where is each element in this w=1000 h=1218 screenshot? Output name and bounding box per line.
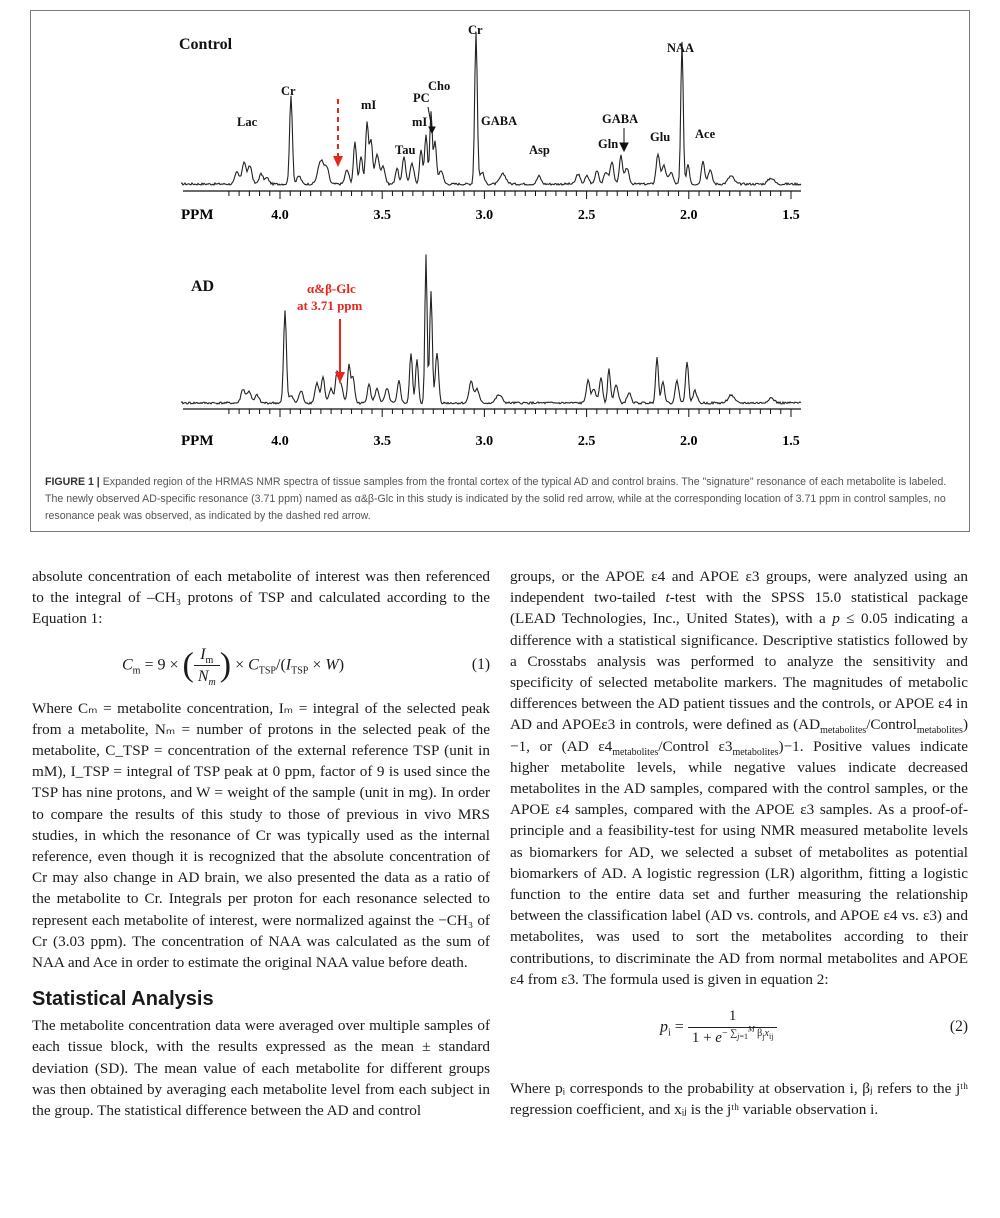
peak-label-asp: Asp <box>529 143 550 157</box>
right-paragraph-2: Where pᵢ corresponds to the probability at observation i, βⱼ refers to the jᵗʰ regression coefficient, and xᵢⱼ is the jᵗʰ variable observation i. <box>510 1080 968 1119</box>
axis-tick-label: 2.0 <box>680 434 698 449</box>
nmr-spectra-figure <box>31 11 969 471</box>
axis-label-ppm: PPM <box>181 207 214 223</box>
equation-1-number: (1) <box>471 655 490 673</box>
panel-label-control: Control <box>179 36 233 53</box>
figure-caption <box>45 474 953 525</box>
control-ppm-axis <box>181 191 801 223</box>
ad-annotation-line1: α&β-Glc <box>307 281 356 296</box>
peak-label-pc: PC <box>413 91 430 105</box>
axis-tick-label: 2.0 <box>680 208 698 223</box>
left-paragraph-1: absolute concentration of each metabolite of interest was then referenced to the integral of –CH₃ protons of TSP and calculated according to the Equation 1: <box>32 568 490 628</box>
axis-tick-label: 1.5 <box>782 434 800 449</box>
peak-label-gln: Gln <box>598 137 619 151</box>
caption-text: Expanded region of the HRMAS NMR spectra of tissue samples from the frontal cortex of the typical AD and control brains. The "signature" resonance of each metabolite is labeled. The newly observed AD-specific resonance (3.71 ppm) named as α&β-Glc in this study is indicated by the solid red arrow, while at the corresponding location of 3.71 ppm in control samples, no resonance peak was observed, as indicated by the dashed red arrow. <box>45 476 947 522</box>
peak-label-cho: Cho <box>428 79 451 93</box>
equation-1-body: $C_m = 9$ × ( $\frac{I_m}{N_m}$ ) × $C_{TSP}/(I_{TSP} \times W)$ <box>122 645 345 688</box>
right-paragraph-1: groups, or the APOE ε4 and APOE ε3 groups, were analyzed using an independent two-tailed t-test with the SPSS 15.0 statistical package (LEAD Technologies, Inc., United States), with a p ≤ 0.05 indicating a difference with a statistical significance. Descriptive statistics followed by a Crosstabs analysis was performed to analyze the sensitivity and specificity of selected metabolite markers. The magnitudes of metabolic differences between the AD patient tissues and the controls, or APOE ε4 in AD and APOEε3 in controls, were defined as $(AD_{metabolites}/Control_{metabolites})-1$, or (AD $\varepsilon 4_{metabolites}$/Control $\varepsilon 3_{metabolites})-1$. Positive values indicate higher metabolite levels, while negative values indicate decreased metabolites in the AD samples, compared with the control samples, or the APOE ε4 samples, compared with the APOE ε3 samples. As a proof-of-principle and a feasibility-test for using NMR measured metabolite levels as biomarkers for AD, we selected a subset of metabolites as potential biomarkers of AD. A logistic regression (LR) algorithm, fitting a logistic function to the entire data set and further measuring the relationship between the classification label (AD vs. controls, and APOE ε4 vs. ε3) and metabolites, was used to sort the metabolites according to their contributions, to discriminate the AD from normal metabolites and APOE ε4 from ε3. The formula used is given in equation 2: <box>510 568 968 988</box>
axis-tick-label: 3.5 <box>373 434 391 449</box>
peak-label-tau: Tau <box>395 143 416 157</box>
axis-tick-label: 3.0 <box>475 208 494 223</box>
right-column <box>510 566 968 1120</box>
peak-label-cr-1: Cr <box>281 84 296 98</box>
peak-label-cr-2: Cr <box>468 23 483 37</box>
ad-annotation-line2: at 3.71 ppm <box>297 298 363 313</box>
axis-label-ppm: PPM <box>181 433 214 449</box>
ad-spectrum-line <box>181 255 801 405</box>
peak-label-lac: Lac <box>237 115 258 129</box>
axis-tick-label: 2.5 <box>577 208 596 223</box>
peak-label-naa: NAA <box>667 41 695 55</box>
left-paragraph-2: Where Cₘ = metabolite concentration, Iₘ = integral of the selected peak from a metabolite, Nₘ = number of protons in the selected peak of the metabolite, C_TSP = concentration of the external reference TSP (unit in mM), I_TSP = integral of TSP peak at 0 ppm, factor of 9 is used since the TSP has nine protons, and W = weight of the sample (unit in mg). In order to compare the results of this study to those of previous in vivo MRS studies, in which the resonance of Cr was typically used as the internal reference, even though it is recognized that the absolute concentration of Cr may also change in AD brain, we also presented the data as a ratio of the metabolite to Cr. Integrals per proton for each resonance selected to represent each metabolite of interest, were normalized against the −CH₃ of Cr (3.03 ppm). The concentration of NAA was calculated as the sum of NAA and Ace in order to estimate the original NAA value before death. <box>32 699 490 972</box>
equation-2 <box>510 996 968 1070</box>
peak-label-gaba-2: GABA <box>602 112 639 126</box>
caption-prefix: FIGURE 1 | <box>45 476 100 488</box>
ad-ppm-axis <box>181 409 801 449</box>
left-paragraph-3: The metabolite concentration data were averaged over multiple samples of each tissue block, with the results expressed as the mean ± standard deviation (SD). The mean value of each metabolite for different groups was then obtained by averaging each metabolite level from each subject in the group. The statistical difference between the AD and control <box>32 1017 490 1120</box>
axis-tick-label: 2.5 <box>577 434 596 449</box>
figure-1 <box>30 10 970 532</box>
control-spectrum-line <box>181 32 801 185</box>
axis-tick-label: 3.5 <box>373 208 391 223</box>
solid-red-arrow <box>335 319 345 383</box>
equation-1 <box>32 640 490 692</box>
peak-label-ace: Ace <box>695 127 716 141</box>
equation-2-body: $p_i$ = $\frac{1}{1 + e^{- \sum_{j=1}^M \beta_jx_{ij}}}$ <box>660 1006 777 1049</box>
panel-label-ad: AD <box>191 278 215 295</box>
axis-tick-label: 4.0 <box>271 208 289 223</box>
peak-label-gaba-1: GABA <box>481 114 518 128</box>
peak-label-mi-2: mI <box>412 115 428 129</box>
peak-label-mi-1: mI <box>361 98 377 112</box>
axis-tick-label: 1.5 <box>782 208 800 223</box>
peak-label-glu: Glu <box>650 130 671 144</box>
axis-tick-label: 4.0 <box>271 434 289 449</box>
dashed-red-arrow <box>333 99 343 167</box>
axis-tick-label: 3.0 <box>475 434 494 449</box>
section-heading-statistical-analysis: Statistical Analysis <box>32 988 214 1011</box>
left-column <box>32 566 490 1121</box>
equation-2-number: (2) <box>949 1018 968 1036</box>
